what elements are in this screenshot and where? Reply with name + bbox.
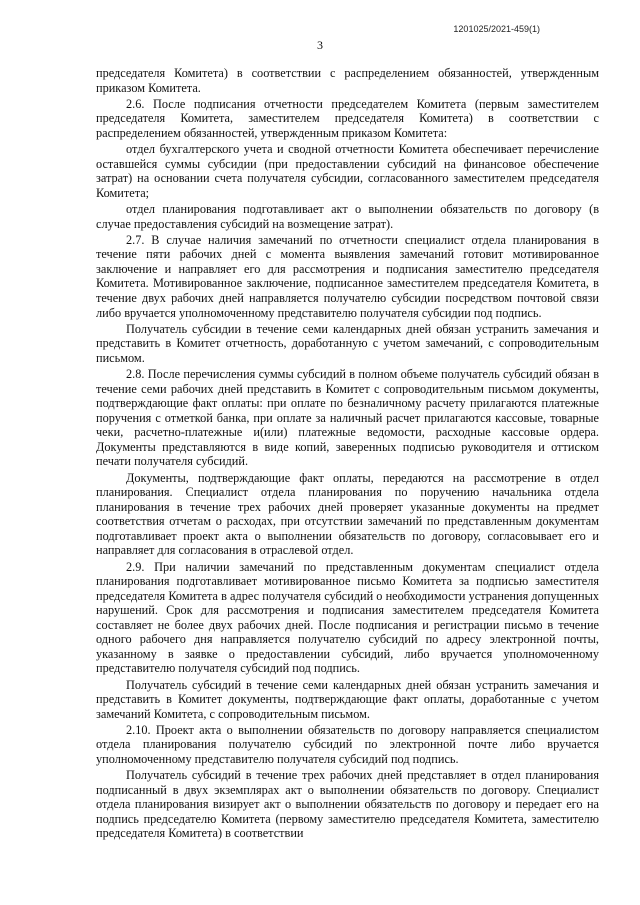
document-body xyxy=(96,66,599,843)
paragraph: Получатель субсидии в течение семи календарных дней обязан устранить замечания и представить в Комитет отчетность, доработанную с учетом замечаний, с сопроводительным письмом. xyxy=(96,321,599,365)
paragraph: 2.9. При наличии замечаний по представленным документам специалист отдела планирования подготавливает мотивированное письмо Комитета за подписью заместителя председателя Комитета в адрес получателя субсидий о необходимости устранения допущенных нарушений. Срок для рассмотрения и подписания заместителем председателя Комитета составляет не более двух рабочих дней. После подписания и регистрации письмо в течение одного рабочего дня направляется получателю субсидий по адресу электронной почты, указанному в заявке о предоставлении субсидий, либо вручается уполномоченному представителю получателя субсидий под подпись. xyxy=(96,559,599,676)
paragraph: отдел бухгалтерского учета и сводной отчетности Комитета обеспечивает перечисление оставшейся суммы субсидии (при предоставлении субсидий на финансовое обеспечение затрат) на основании счета получателя субсидии, согласованного заместителем председателя Комитета; xyxy=(96,142,599,200)
paragraph: 2.7. В случае наличия замечаний по отчетности специалист отдела планирования в течение пяти рабочих дней с момента выявления замечаний готовит мотивированное заключение и направляет его для рассмотрения и подписания заместителю председателя Комитета. Мотивированное заключение, подписанное заместителем председателя Комитета, в течение двух рабочих дней направляется получателю субсидии посредством почтовой связи либо вручается уполномоченному представителю получателя субсидии под подпись. xyxy=(96,232,599,320)
paragraph: Получатель субсидий в течение семи календарных дней обязан устранить замечания и представить в Комитет документы, подтверждающие факт оплаты, доработанные с учетом замечаний Комитета, с сопроводительным письмом. xyxy=(96,677,599,721)
paragraph: Документы, подтверждающие факт оплаты, передаются на рассмотрение в отдел планирования. Специалист отдела планирования по поручению начальника отдела планирования в течение трех рабочих дней проверяет указанные документы на предмет соответствия отчетам о расходах, при отсутствии замечаний по представленным документам подготавливает проект акта о выполнении обязательств по договору, согласовывает его и направляет для согласования в отраслевой отдел. xyxy=(96,470,599,558)
paragraph: 2.10. Проект акта о выполнении обязательств по договору направляется специалистом отдела планирования получателю субсидий по электронной почте либо вручается уполномоченному представителю получателя субсидий под подпись. xyxy=(96,722,599,767)
paragraph: 2.6. После подписания отчетности председателем Комитета (первым заместителем председателя Комитета, заместителем председателя Комитета) в соответствии с распределением обязанностей, утвержденным приказом Комитета: xyxy=(96,96,599,140)
paragraph: 2.8. После перечисления суммы субсидий в полном объеме получатель субсидий обязан в течение семи рабочих дней представить в Комитет с сопроводительным письмом документы, подтверждающие факт оплаты: при оплате по безналичному расчету прилагаются платежные поручения с отметкой банка, при оплате за наличный расчет прилагаются кассовые, товарные чеки, расчетно-платежные и(или) платежные ведомости, расходные кассовые ордера. Документы представляются в виде копий, заверенных подписью руководителя и оттиском печати получателя субсидий. xyxy=(96,367,599,469)
paragraph: Получатель субсидий в течение трех рабочих дней представляет в отдел планирования подписанный в двух экземплярах акт о выполнении обязательств по договору. Специалист отдела планирования визирует акт о выполнении обязательств по договору и передает его на подпись председателю Комитета (первому заместителю председателя Комитета, заместителю председателя Комитета) в соответствии xyxy=(96,768,599,841)
paragraph: отдел планирования подготавливает акт о выполнении обязательств по договору (в случае предоставления субсидий на возмещение затрат). xyxy=(96,201,599,231)
page-number: 3 xyxy=(317,38,323,52)
paragraph: председателя Комитета) в соответствии с распределением обязанностей, утвержденным приказом Комитета. xyxy=(96,66,599,95)
document-number: 1201025/2021-459(1) xyxy=(453,24,540,34)
